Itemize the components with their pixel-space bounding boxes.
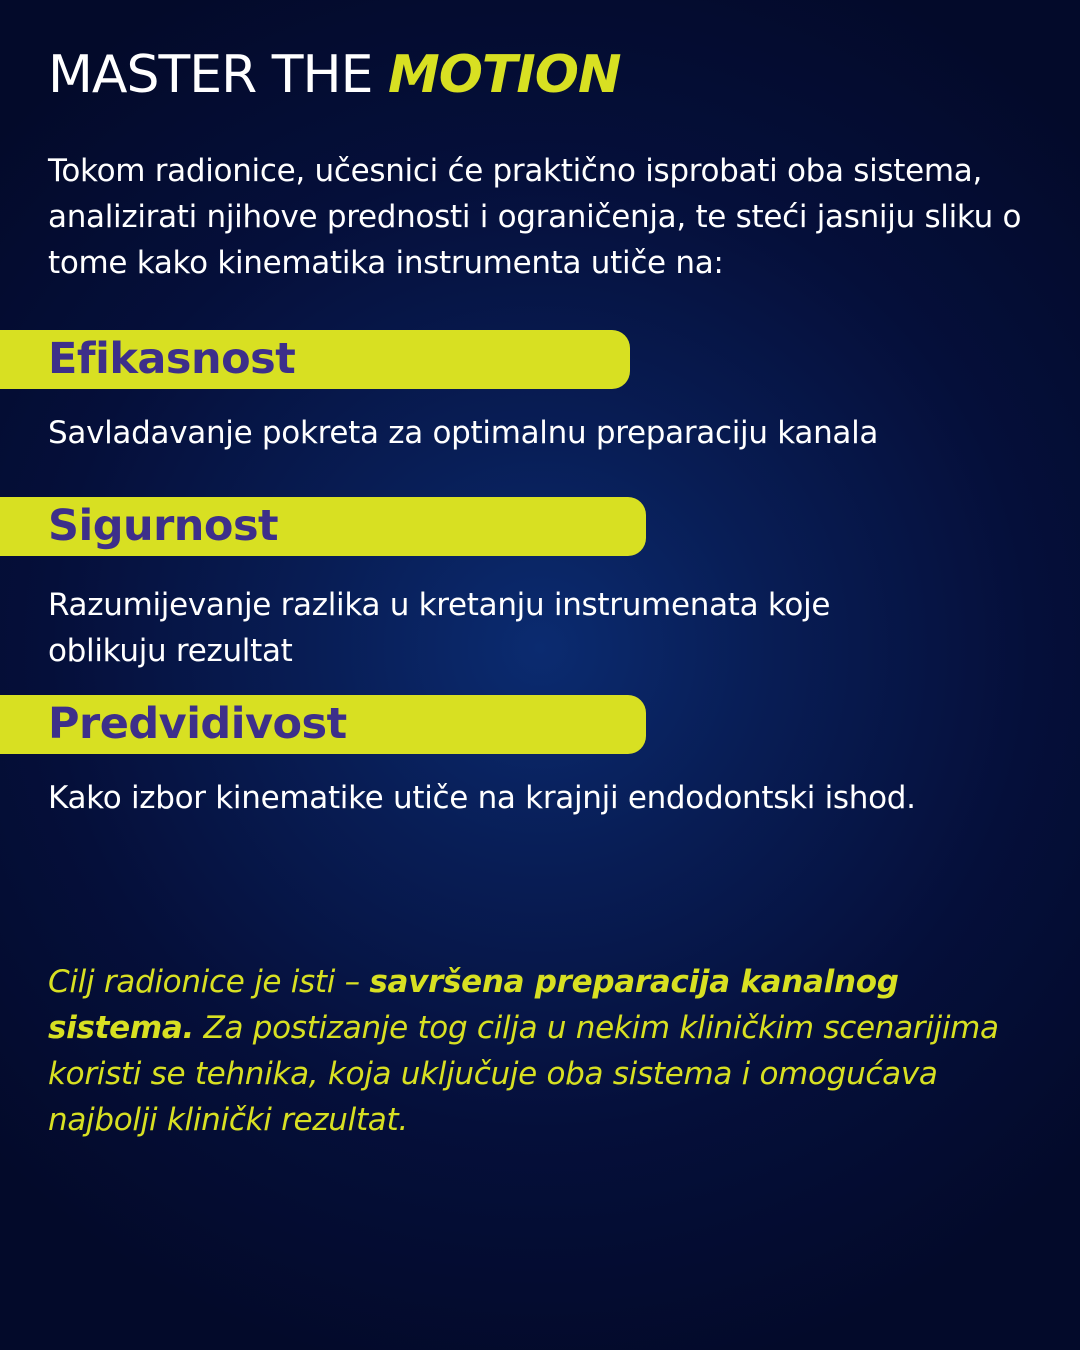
section-predvidivost-description: Kako izbor kinematike utiče na krajnji endodontski ishod. bbox=[48, 780, 916, 816]
title-accent: MOTION bbox=[387, 45, 621, 105]
intro-paragraph: Tokom radionice, učesnici će praktično isprobati oba sistema, analizirati njihove prednosti i ograničenja, te steći jasniju sliku o tome kako kinematika instrumenta utiče na: bbox=[48, 153, 1022, 281]
section-sigurnost-description: Razumijevanje razlika u kretanju instrumenata koje oblikuju rezultat bbox=[48, 587, 831, 669]
title-main: MASTER THE bbox=[48, 45, 388, 105]
section-predvidivost-banner bbox=[0, 695, 646, 754]
closing-paragraph bbox=[48, 959, 1038, 1143]
page-title bbox=[48, 44, 620, 106]
section-efikasnost-label: Efikasnost bbox=[48, 334, 296, 384]
closing-rest: Za postizanje tog cilja u nekim kliničkim scenarijima koristi se tehnika, koja uključuje oba sistema i omogućava najbolji klinički rezultat. bbox=[48, 1010, 999, 1138]
closing-emphasis: savršena preparacija kanalnog sistema. bbox=[48, 964, 899, 1046]
section-sigurnost-label: Sigurnost bbox=[48, 501, 279, 551]
section-predvidivost-label: Predvidivost bbox=[48, 699, 347, 749]
section-efikasnost-description: Savladavanje pokreta za optimalnu preparaciju kanala bbox=[48, 415, 879, 451]
section-sigurnost-banner bbox=[0, 497, 646, 556]
section-efikasnost-banner bbox=[0, 330, 630, 389]
closing-intro: Cilj radionice je isti – bbox=[48, 964, 370, 1000]
